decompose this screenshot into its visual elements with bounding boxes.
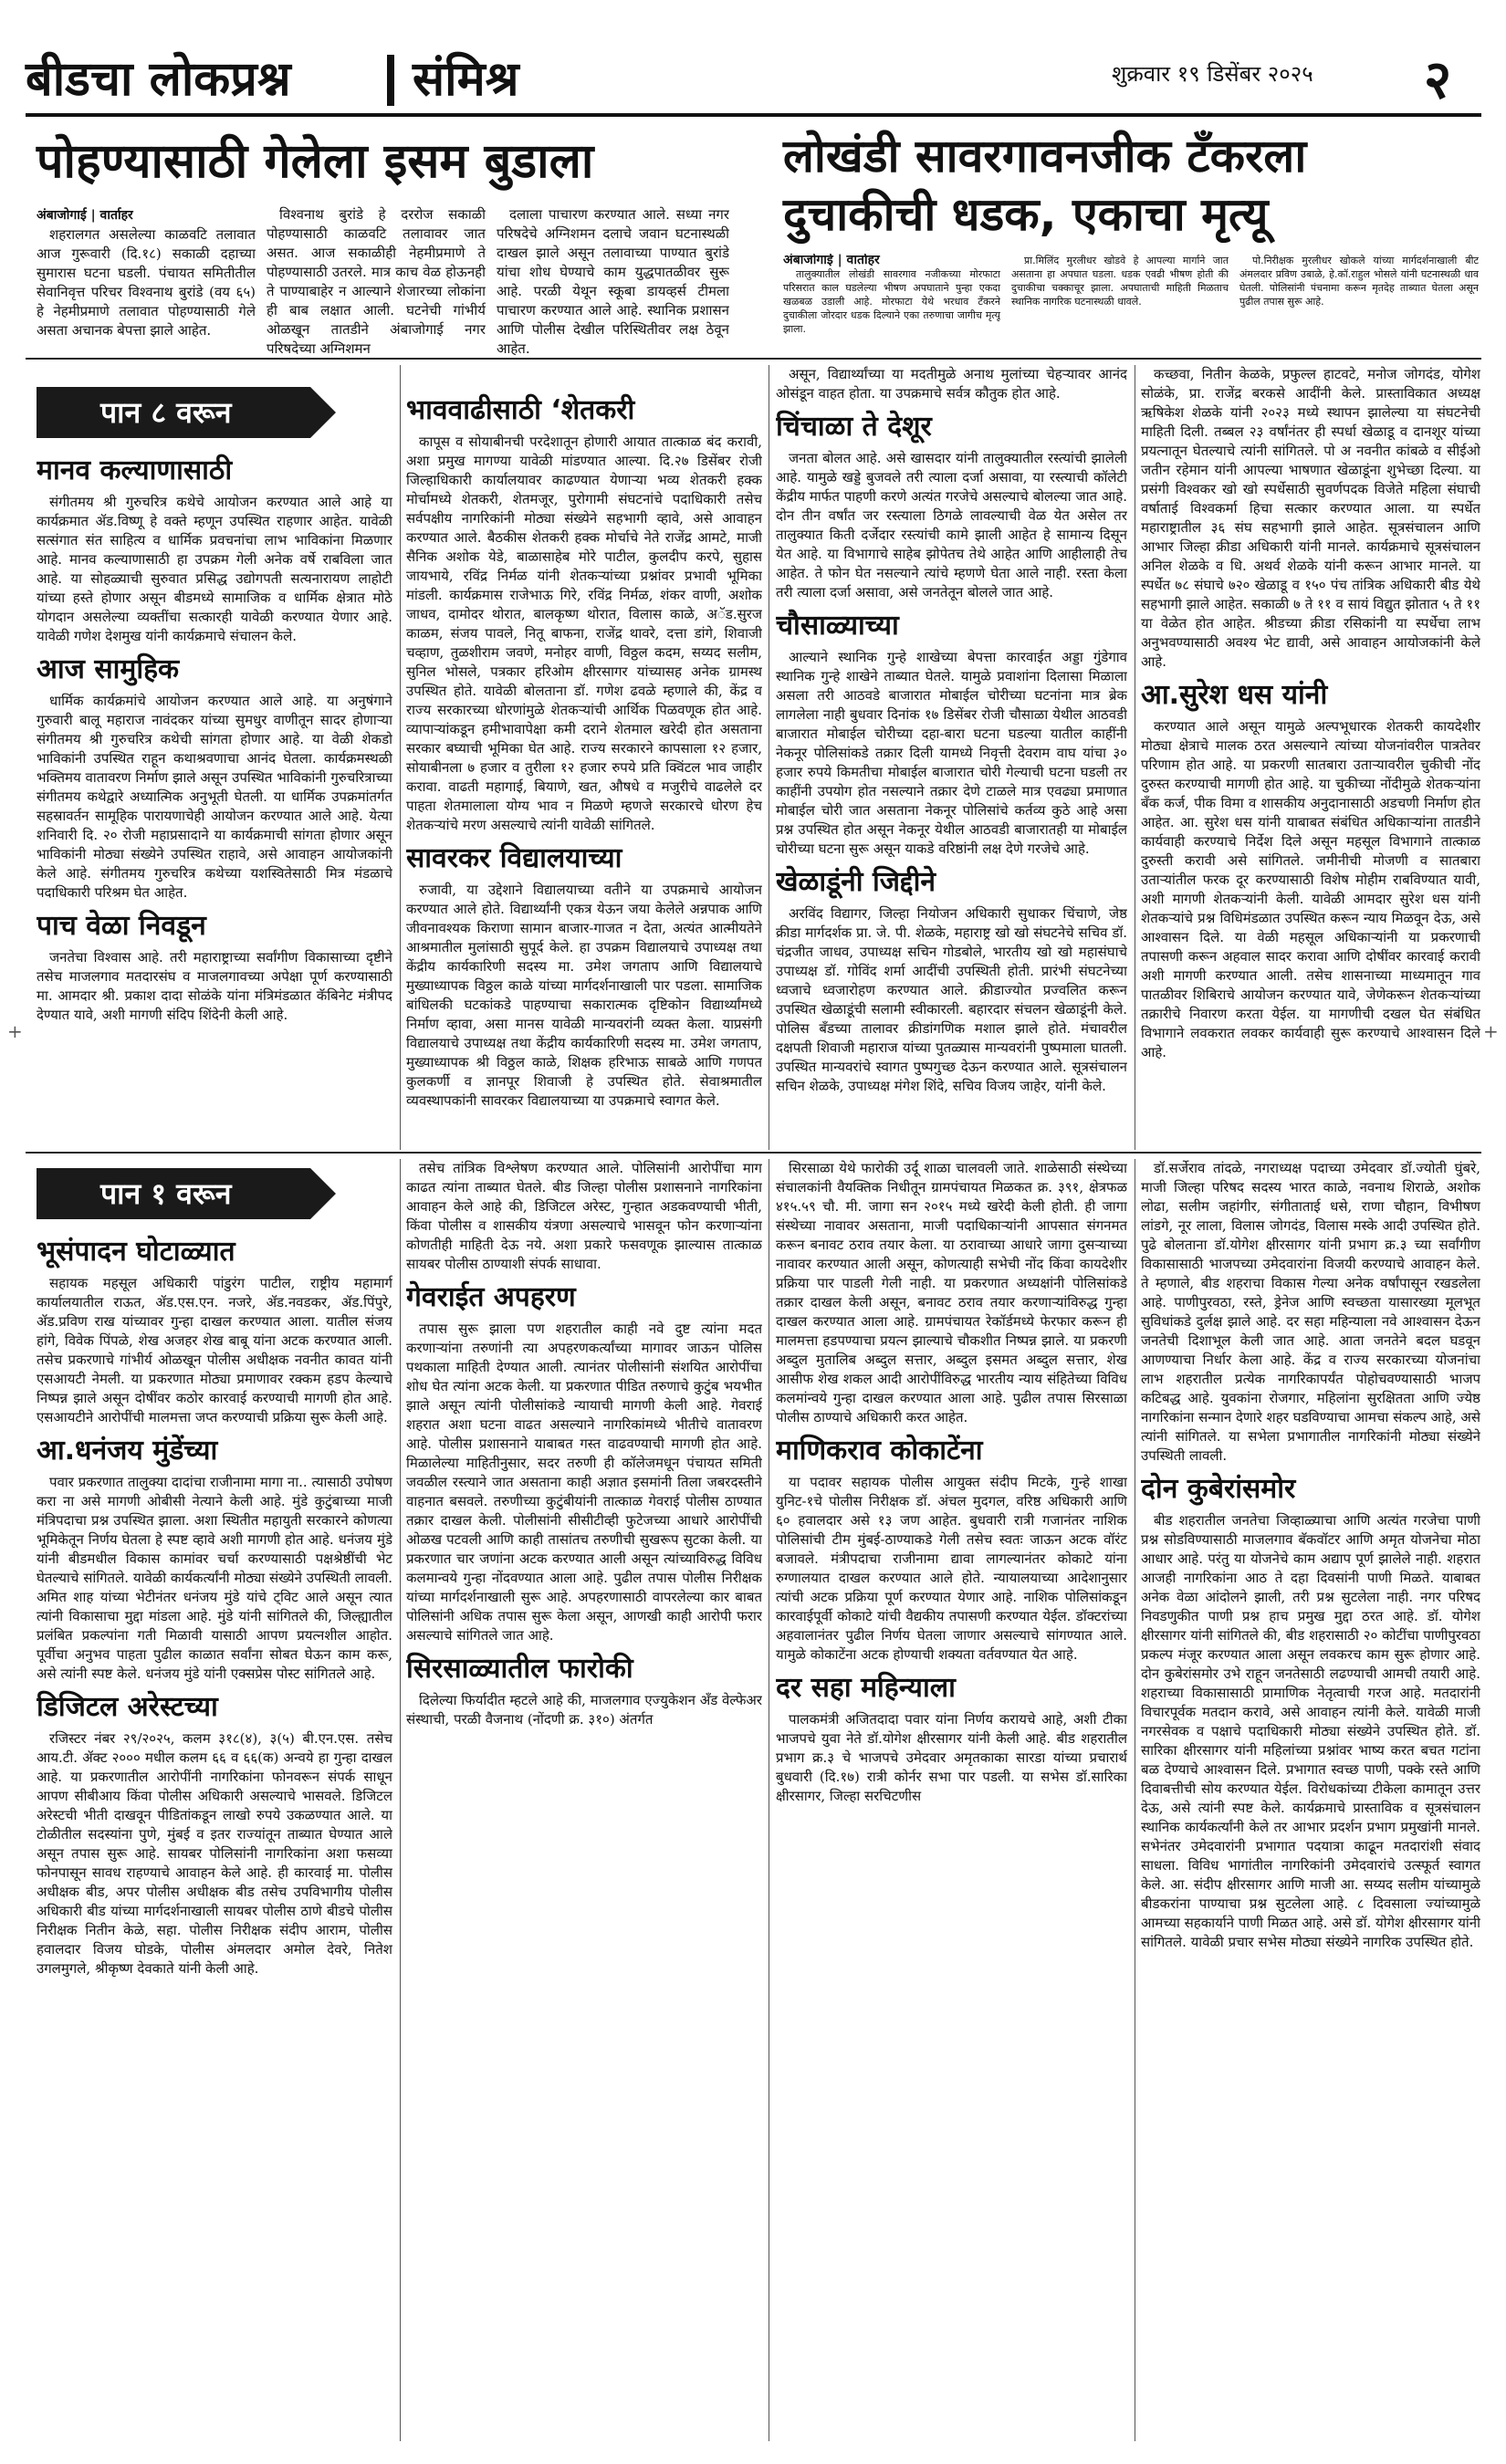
text-sirsala-top: दिलेल्या फिर्यादीत म्हटले आहे की, माजलगाव एज्युकेशन अँड वेल्फेअर संस्थाची, परळी वैजनाथ (नोंदणी क्र. ३१०) अंतर्गत — [406, 1692, 762, 1728]
col4-upper — [1141, 365, 1480, 1150]
page-number: २ — [1424, 48, 1452, 110]
col2-upper — [406, 365, 762, 1150]
masthead-title: बीडचा लोकप्रश्न — [26, 52, 291, 107]
masthead-rule — [26, 113, 1481, 117]
accident-col-2 — [1011, 254, 1229, 354]
text-aaj-samuhik: धार्मिक कार्यक्रमांचे आयोजन करण्यात आले आहे. या अनुषंगाने गुरुवारी बालू महाराज नावंदकर यांच्या सुमधुर वाणीतून सादर होणाऱ्या संगीतमय श्री गुरुचरित्र कथेची सांगता होणार आहे. या वेळी शेकडो भाविकांनी उपस्थित राहून कथाश्रवणाचा आनंद घेतला. कार्यक्रमस्थळी भक्तिमय वातावरण निर्माण झाले असून उपस्थित भाविकांनी गुरुचरित्राच्या संगीतमय कथेद्वारे अध्यात्मिक अनुभूती घेतली. या धार्मिक उपक्रमांतर्गत सहस्रावर्तन सामूहिक पारायणाचेही आयोजन करण्यात आले आहे. येत्या शनिवारी दि. २० रोजी महाप्रसादाने या कार्यक्रमाची सांगता होणार असून भाविकांनी मोठ्या संख्येने उपस्थित राहावे, असे आवाहन आयोजकांनी केले आहे. संगीतमय गुरुचरित्र कथेच्या यशस्वितेसाठी मित्र मंडळाचे पदाधिकारी परिश्रम घेत आहेत. — [37, 693, 392, 901]
banner-pan8: पान ८ वरून — [37, 387, 310, 438]
heading-aaj-samuhik: आज सामुहिक — [37, 653, 180, 685]
text-manav: संगीतमय श्री गुरुचरित्र कथेचे आयोजन करण्यात आले आहे या कार्यक्रमात ॲड.विष्णू हे वक्ते म्हणून उपस्थित राहणार आहेत. यावेळी सत्संगात संत साहित्य व धार्मिक प्रवचनांचा लाभ भाविकांना मिळणार आहे. मानव कल्याणासाठी हा उपक्रम गेली अनेक वर्षे राबविला जात आहे. या सोहळ्याची सुरुवात प्रसिद्ध उद्योगपती सत्यनारायण लाहोटी यांच्या हस्ते होणार असून बीडमध्ये सामाजिक व धार्मिक क्षेत्रात मोठे योगदान असलेल्या व्यक्तींचा सत्कारही यावेळी करण्यात येणार आहे. यावेळी गणेश देशमुख यांनी कार्यक्रमाचे संचालन केले. — [37, 494, 392, 644]
drowning-byline: अंबाजोगाई | वार्ताहर — [37, 208, 133, 223]
heading-manav: मानव कल्याणासाठी — [37, 454, 233, 486]
text-col4-top: कच्छवा, नितीन केळके, प्रफुल्ल हाटवटे, मनोज जोगदंड, योगेश सोळंके, प्रा. राजेंद्र बरकसे आदींनी केले. प्रास्ताविकात अध्यक्ष ऋषिकेश शेळके यांनी २०२३ मध्ये स्थापन झालेल्या या संघटनेची माहिती दिली. तब्बल २३ वर्षांनंतर ही स्पर्धा खेळाडू व दानशूर यांच्या प्रयत्नातून घेतल्याचे त्यांनी सांगितले. पो अ नवनीत कांबळे व सीईओ जतीन रहेमान यांनी आपल्या भाषणात खेळाडूंना शुभेच्छा दिल्या. या प्रसंगी विश्वकर खो खो स्पर्धेसाठी सुवर्णपदक विजेते महिला संघाची वर्षाताई विश्वकर्मा हिचा सत्कार करण्यात आला. या स्पर्धेत महाराष्ट्रातील ३६ संघ सहभागी झाले आहेत. सूत्रसंचालन आणि आभार जिल्हा क्रीडा अधिकारी यांनी मानले. कार्यक्रमाचे सूत्रसंचालन अनिल शेळके व धि. अथर्व शेळके यांनी करून आभार मानले. या स्पर्धेत ७८ संघाचे ७२० खेळाडू व १५० पंच तांत्रिक अधिकारी बीड येथे सहभागी झाले आहेत. सकाळी ७ ते ११ व सायं विद्युत झोतात ५ ते ११ या वेळेत होत आहेत. श्रीडच्या क्रीडा रसिकांनी या स्पर्धेचा लाभ अनुभवण्यासाठी अवश्य भेट द्यावी, असे आवाहन आयोजकांनी केले आहे. — [1141, 366, 1480, 670]
masthead-section: संमिश्र — [413, 52, 519, 107]
accident-byline: अंबाजोगाई | वार्ताहर — [783, 254, 880, 267]
text-dar-saha: पालकमंत्री अजितदादा पवार यांना निर्णय करायचे आहे, अशी टीका भाजपचे युवा नेते डॉ.योगेश क्षीरसागर यांनी केली आहे. बीड शहरातील प्रभाग क्र.३ चे भाजपचे उमेदवार अमृतकाका सारडा यांच्या प्रचारार्थ बुधवारी (दि.१७) रात्री कोर्नर सभा पार पडली. या सभेस डॉ.सारिका क्षीरसागर, जिल्हा सरचिटणीस — [776, 1711, 1127, 1804]
section-rule — [26, 1152, 1481, 1154]
drowning-col-1 — [37, 205, 256, 406]
heading-sirsala: सिरसाळ्यातील फारोकी — [406, 1653, 633, 1685]
heading-suresh-dhas: आ.सुरेश धस यांनी — [1141, 679, 1328, 711]
col-rule — [400, 365, 401, 1150]
col3-upper — [776, 365, 1127, 1150]
masthead-divider — [387, 55, 394, 106]
text-bhavvadh: कापूस व सोयाबीनची परदेशातून होणारी आयात तात्काळ बंद करावी, अशा प्रमुख मागण्या यावेळी मांडण्यात आल्या. दि.२७ डिसेंबर रोजी जिल्हाधिकारी कार्यालयावर काढण्यात येणाऱ्या भव्य शेतकरी हक्क मोर्चामध्ये शेतकरी, शेतमजूर, पुरोगामी संघटनांचे पदाधिकारी तसेच सर्वपक्षीय नागरिकांनी मोठ्या संख्येने सहभागी व्हावे, असे आवाहन करण्यात आले. बैठकीस शेतकरी हक्क मोर्चाचे नेते राजेंद्र आमटे, माजी सैनिक अशोक येडे, बाळासाहेब मोरे पाटील, कुलदीप करपे, सुहास जायभाये, रविंद्र निर्मळ यांनी शेतकऱ्यांच्या प्रश्नांवर प्रभावी भूमिका मांडली. कार्यक्रमास राजेभाऊ गिरे, रविंद्र निर्मळ, शंकर वाणी, अशोक जाधव, दामोदर थोरात, बालकृष्ण थोरात, विलास काळे, अॅड.सुरज काळम, संजय पावले, नितू बाफना, राजेंद्र थावरे, दत्ता डांगे, शिवाजी चव्हाण, तुळशीराम जवणे, मनोहर वाणी, विठ्ठल कदम, सय्यद सलीम, सुनिल भोसले, पत्रकार हरिओम क्षीरसागर यांच्यासह अनेक ग्रामस्थ उपस्थित होते. यावेळी बोलताना डॉ. गणेश ढवळे म्हणाले की, केंद्र व राज्य सरकारच्या धोरणांमुळे शेतकऱ्यांची आर्थिक पिळवणूक होत आहे. व्यापाऱ्यांकडून हमीभावापेक्षा कमी दराने शेतमाल खरेदी होत असताना सरकार बघ्याची भूमिका घेत आहे. राज्य सरकारने कापसाला १२ हजार, सोयाबीनला ७ हजार व तुरीला १२ हजार रुपये प्रति क्विंटल भाव जाहीर करावा. वाढती महागाई, बियाणे, खत, औषधे व मजुरीचे वाढलेले दर पाहता शेतमालाला योग्य भाव न मिळणे म्हणजे सरकारचे धोरण हेच शेतकऱ्यांचे मरण असल्याचे त्यांनी यावेळी सांगितले. — [406, 433, 762, 833]
text-chousala: आल्याने स्थानिक गुन्हे शाखेच्या बेपत्ता कारवाईत अड्डा गुंडेगाव स्थानिक गुन्हे शाखेने ताब्यात घेतले. यामुळे प्रवाशांना दिलासा मिळाला असला तरी आठवडे बाजारात मोबाईल चोरीच्या घटनांना मात्र ब्रेक लागलेला नाही बुधवार दिनांक १७ डिसेंबर रोजी चौसाळा येथील आठवडी बाजारात मोबाईल चोरीच्या दहा-बारा घटना घडल्या यातील काहींनी नेकनूर पोलिसांकडे तक्रार दिली यामध्ये निवृत्ती देवराम वाघ यांचा ३० हजार रुपये किमतीचा मोबाईल बाजारात चोरी गेल्याची घटना घडली तर काहींनी उपयोग होत नसल्याने तक्रार देणे टाळले मात्र एवढ्या प्रमाणात मोबाईल चोरी जात असताना नेकनूर पोलिसांचे कर्तव्य कुठे आहे असा प्रश्न उपस्थित होत असून नेकनूर येथील आठवडी बाजारातही या मोबाईल चोरीच्या घटना सुरू असून याकडे वरिष्ठांनी लक्ष देणे गरजेचे आहे. — [776, 649, 1127, 857]
heading-kheladu: खेळाडूंनी जिद्दीने — [776, 866, 936, 898]
col3-lower — [776, 1159, 1127, 2441]
masthead-date: शुक्रवार १९ डिसेंबर २०२५ — [1112, 61, 1313, 87]
text-digital-arrest: रजिस्टर नंबर २९/२०२५, कलम ३१८(४), ३(५) बी.एन.एस. तसेच आय.टी. ॲक्ट २००० मधील कलम ६६ व ६६(क) अन्वये हा गुन्हा दाखल आहे. या प्रकरणातील आरोपींनी नागरिकांना फोनवरून संपर्क साधून आपण सीबीआय किंवा पोलीस अधिकारी असल्याचे भासवले. डिजिटल अरेस्टची भीती दाखवून पीडितांकडून लाखो रुपये उकळण्यात आले. या टोळीतील सदस्यांना पुणे, मुंबई व इतर राज्यांतून ताब्यात घेण्यात आले असून तपास सुरू आहे. सायबर पोलिसांनी नागरिकांना अशा फसव्या फोनपासून सावध राहण्याचे आवाहन केले आहे. ही कारवाई मा. पोलीस अधीक्षक बीड, अपर पोलीस अधीक्षक बीड तसेच उपविभागीय पोलीस अधिकारी बीड यांच्या मार्गदर्शनाखाली सायबर पोलीस ठाणे बीडचे पोलीस निरीक्षक नितीन केळे, सहा. पोलीस निरीक्षक संदीप आराम, पोलीस हवालदार विजय घोडके, पोलीस अंमलदार अमोल देवरे, नितेश उगलमुगले, श्रीकृष्ण देवकाते यांनी केली आहे. — [37, 1730, 392, 1977]
masthead — [26, 47, 1481, 111]
text-gevrai: तपास सुरू झाला पण शहरातील काही नवे दुष्ट त्यांना मदत करणाऱ्यांना तरुणांनी त्या अपहरणकर्त्यांच्या मागावर जाऊन पोलिस पथकाला माहिती देण्यात आली. त्यानंतर पोलीसांनी संशयित आरोपींचा शोध घेत त्यांना अटक केली. या प्रकरणात पीडित तरुणाचे कुटुंब भयभीत झाले असून त्यांनी पोलीसांकडे न्यायाची मागणी केली आहे. गेवराई शहरात अशा घटना वाढत असल्याने नागरिकांमध्ये भीतीचे वातावरण आहे. पोलीस प्रशासनाने याबाबत गस्त वाढवण्याची मागणी होत आहे. मिळालेल्या माहितीनुसार, सदर तरुणी ही कॉलेजमधून पंचायत समिती जवळील रस्त्याने जात असताना काही अज्ञात इसमांनी तिला जबरदस्तीने वाहनात बसवले. तरुणीच्या कुटुंबीयांनी तात्काळ गेवराई पोलीस ठाण्यात तक्रार दाखल केली. पोलीसांनी सीसीटीव्ही फुटेजच्या आधारे आरोपींची ओळख पटवली आणि काही तासांतच तरुणीची सुखरूप सुटका केली. या प्रकरणात चार जणांना अटक करण्यात आली असून त्यांच्याविरुद्ध विविध कलमान्वये गुन्हा नोंदवण्यात आला आहे. पुढील तपास पोलीस निरीक्षक यांच्या मार्गदर्शनाखाली सुरू आहे. अपहरणासाठी वापरलेल्या कार बाबत पोलिसांनी अधिक तपास सुरू केला असून, आणखी काही आरोपी फरार असल्याचे सांगितले जात आहे. — [406, 1321, 762, 1644]
text-suresh-dhas: करण्यात आले असून यामुळे अल्पभूधारक शेतकरी कायदेशीर मोठ्या क्षेत्राचे मालक ठरत असल्याने त्यांच्या योजनांवरील पात्रतेवर परिणाम होत आहे. या प्रकरणी सातबारा उताऱ्यावरील चुकीची नोंद दुरुस्त करण्याची मागणी होत आहे. या चुकीच्या नोंदीमुळे शेतकऱ्यांना बँक कर्ज, पीक विमा व शासकीय अनुदानासाठी अडचणी निर्माण होत आहेत. आ. सुरेश धस यांनी याबाबत संबंधित अधिकाऱ्यांना तातडीने कार्यवाही करण्याचे निर्देश दिले असून महसूल विभागाने तात्काळ दुरुस्ती करावी असे सांगितले. जमीनीची मोजणी व सातबारा उताऱ्यांतील फरक दूर करण्यासाठी विशेष मोहीम राबविण्यात यावी, अशी मागणी शेतकऱ्यांनी केली. यावेळी आमदार सुरेश धस यांनी शेतकऱ्यांचे प्रश्न विधिमंडळात उपस्थित करून न्याय मिळवून देऊ, असे आश्वासन दिले. या वेळी महसूल अधिकाऱ्यांनी या प्रकरणाची तपासणी करून अहवाल सादर करावा आणि दोषींवर कारवाई करावी अशी मागणी करण्यात आली. तसेच शासनाच्या माध्यमातून गाव पातळीवर शिबिराचे आयोजन करण्यात यावे, जेणेकरून शेतकऱ्यांच्या तक्रारीचे निवारण करता येईल. या मागणीची दखल घेत संबंधित विभागाने लवकरात लवकर कार्यवाही सुरू करण्याचे आश्वासन दिले आहे. — [1141, 718, 1480, 1060]
registration-mark: + — [1483, 1020, 1499, 1042]
drowning-text-2: विश्वनाथ बुरांडे हे दररोज सकाळी पोहण्यासाठी काळवटि तलावावर जात असत. आज सकाळीही नेहमीप्रमाणे ते पोहण्यासाठी उतरले. मात्र काच वेळ होऊनही ते पाण्याबाहेर न आल्याने शेजारच्या लोकांना ही बाब लक्षात आली. घटनेची गांभीर्य ओळखून तातडीने अंबाजोगाई नगर परिषदेच्या अग्निशमन — [267, 206, 486, 357]
text-kheladu: अरविंद विद्यागर, जिल्हा नियोजन अधिकारी सुधाकर चिंचाणे, जेष्ठ क्रीडा मार्गदर्शक प्रा. जे. पी. शेळके, महाराष्ट्र खो खो संघटनेचे सचिव डॉ. चंद्रजीत जाधव, उपाध्यक्ष सचिन गोडबोले, भारतीय खो खो महासंघाचे उपाध्यक्ष डॉ. गोविंद शर्मा आदींची उपस्थिती होती. प्रारंभी संघटनेच्या ध्वजाचे ध्वजारोहण करण्यात आले. क्रीडाज्योत प्रज्वलित करून उपस्थित खेळाडूंची सलामी स्वीकारली. बहारदार संचलन खेळाडूंनी केले. पोलिस बँडच्या तालावर क्रीडांगणिक मशाल झाले होते. मंचावरील दक्षपती शिवाजी महाराज यांच्या पुतळ्यास मान्यवरांनी पुष्पमाला घातली. उपस्थित मान्यवरांचे स्वागत पुष्पगुच्छ देऊन करण्यात आले. सूत्रसंचालन सचिन शेळके, उपाध्यक्ष मंगेश शिंदे, सचिव विजय जाहेर, यांनी केले. — [776, 905, 1127, 1094]
heading-manikrao: माणिकराव कोकाटेंना — [776, 1435, 983, 1467]
accident-text-2: प्रा.मिलिंद मुरलीधर खोडवे हे आपल्या मार्गाने जात असताना हा अपघात घडला. धडक एवढी भीषण होती की दुचाकीचा चक्काचूर झाला. अपघाताची माहिती मिळताच स्थानिक नागरिक घटनास्थळी धावले. — [1011, 255, 1229, 308]
accident-text-1: तालुक्यातील लोखंडी सावरगाव नजीकच्या मोरफाटा परिसरात काल घडलेल्या भीषण अपघाताने पुन्हा एकदा खळबळ उडाली आहे. मोरफाटा येथे भरधाव टँकरने दुचाकीला जोरदार धडक दिल्याने एका तरुणाचा जागीच मृत्यू झाला. — [783, 268, 1000, 335]
headline-drowning: पोहण्यासाठी गेलेला इसम बुडाला — [37, 134, 594, 189]
heading-dar-saha: दर सहा महिन्याला — [776, 1672, 956, 1704]
text-savarkar: रुजावी, या उद्देशाने विद्यालयाच्या वतीने या उपक्रमाचे आयोजन करण्यात आले होते. विद्यार्थ्यांनी एकत्र येऊन जया केलेले अन्नपाक आणि जीवनावश्यक किराणा सामान बाजार-गाजत न देता, अत्यंत आत्मीयतेने आश्रमातील मुलांसाठी सुपूर्द केले. हा उपक्रम विद्यालयाचे उपाध्यक्ष तथा केंद्रीय कार्यकारिणी सदस्य मा. उमेश जगताप आणि विद्यालयाचे मुख्याध्यापक विठ्ठल काळे यांच्या मार्गदर्शनाखाली पार पडला. सामाजिक बांधिलकी घटकांकडे पाहण्याचा सकारात्मक दृष्टिकोन विद्यार्थ्यांमध्ये निर्माण व्हावा, असा मानस यावेळी मान्यवरांनी व्यक्त केला. याप्रसंगी विद्यालयाचे उपाध्यक्ष तथा केंद्रीय कार्यकारिणी सदस्य मा. उमेश जगताप, मुख्याध्यापक श्री विठ्ठल काळे, शिक्षक हरिभाऊ साबळे आणि गणपत कुलकर्णी व ज्ञानपूर शिवाजी हे उपस्थित होते. सेवाश्रमातील व्यवस्थापकांनी सावरकर विद्यालयाच्या या उपक्रमाचे स्वागत केले. — [406, 882, 762, 1109]
col-rule — [400, 1159, 401, 2441]
heading-savarkar: सावरकर विद्यालयाच्या — [406, 842, 622, 874]
heading-bhusampadan: भूसंपादन घोटाळ्यात — [37, 1236, 235, 1268]
heading-chousala: चौसाळ्याच्या — [776, 610, 899, 642]
top-stories-rule — [26, 358, 1481, 360]
text-dhananjay: पवार प्रकरणात तालुक्या दादांचा राजीनामा मागा ना.. त्यासाठी उपोषण करा ना असे मागणी ओबीसी नेत्याने केली आहे. मुंडे कुटुंबाच्या माजी मंत्रिपदाचा प्रश्न उपस्थित झाला. अशा स्थितीत महायुती सरकारने कोणत्या भूमिकेतून निर्णय घेतला हे स्पष्ट व्हावे अशी मागणी होत आहे. धनंजय मुंडे यांनी बीडमधील विकास कामांवर चर्चा करण्यासाठी पक्षश्रेष्ठींची भेट घेतल्याचे सांगितले. यावेळी कार्यकर्त्यांनी मोठ्या संख्येने उपस्थिती लावली. अमित शाह यांच्या भेटीनंतर धनंजय मुंडे यांचे ट्विट आले असून त्यात त्यांनी विकासाचा मुद्दा मांडला आहे. मुंडे यांनी सांगितले की, जिल्ह्यातील प्रलंबित प्रकल्पांना गती मिळावी यासाठी आपण प्रयत्नशील आहोत. पूर्वीचा अनुभव पाहता पुढील काळात सर्वांना सोबत घेऊन काम करू, असे त्यांनी स्पष्ट केले. धनंजय मुंडे यांनी एक्सप्रेस पोस्ट सांगितले आहे. — [37, 1474, 392, 1682]
heading-pach-vela: पाच वेळा निवडून — [37, 910, 206, 942]
drowning-text-3: दलाला पाचारण करण्यात आले. सध्या नगर परिषदेचे अग्निशमन दलाचे जवान घटनास्थळी दाखल झाले असून तलावाच्या पाण्यात बुरांडे यांचा शोध घेण्याचे काम युद्धपातळीवर सुरू आहे. परळी येथून स्कूबा डायव्हर्स टीमला पाचारण करण्यात आले आहे. स्थानिक प्रशासन आणि पोलीस देखील परिस्थितीवर लक्ष ठेवून आहेत. — [497, 206, 729, 357]
accident-col-1 — [783, 254, 1000, 354]
text-col4-bottom: डॉ.सर्जेराव तांदळे, नगराध्यक्ष पदाच्या उमेदवार डॉ.ज्योती घुंबरे, माजी जिल्हा परिषद सदस्य भारत काळे, नवनाथ शिराळे, अशोक लोढा, सलीम जहांगीर, संगीताताई धसे, राणा चौहान, विभीषण लांडगे, नूर लाला, विलास जोगदंड, विलास मस्के आदी उपस्थित होते. पुढे बोलताना डॉ.योगेश क्षीरसागर यांनी प्रभाग क्र.३ च्या सर्वांगीण विकासासाठी भाजपच्या उमेदवारांना विजयी करण्याचे आवाहन केले. ते म्हणाले, बीड शहराचा विकास गेल्या अनेक वर्षांपासून रखडलेला आहे. पाणीपुरवठा, रस्ते, ड्रेनेज आणि स्वच्छता यासारख्या मूलभूत सुविधांकडे दुर्लक्ष झाले आहे. दर सहा महिन्याला नवे आश्वासन देऊन जनतेची दिशाभूल केली जात आहे. आता जनतेने बदल घडवून आणण्याचा निर्धार केला आहे. केंद्र व राज्य सरकारच्या योजनांचा लाभ शहरातील प्रत्येक नागरिकापर्यंत पोहोचवण्यासाठी भाजप कटिबद्ध आहे. युवकांना रोजगार, महिलांना सुरक्षितता आणि ज्येष्ठ नागरिकांना सन्मान देणारे शहर घडविण्याचा आमचा संकल्प आहे, असे त्यांनी सांगितले. या सभेला प्रभागातील नागरिकांनी मोठ्या संख्येने उपस्थिती लावली. — [1141, 1160, 1480, 1464]
text-bhusampadan: सहायक महसूल अधिकारी पांडुरंग पाटील, राष्ट्रीय महामार्ग कार्यालयातील राऊत, ॲड.एस.एन. नजरे, ॲड.नवडकर, ॲड.पिंपुरे, ॲड.प्रविण राख यांच्यावर गुन्हा दाखल करण्यात आला. यातील संजय हांगे, विवेक पिंपळे, शेख अजहर शेख बाबू यांना अटक करण्यात आली. तसेच प्रकरणाचे गांभीर्य ओळखून पोलीस अधीक्षक नवनीत कावत यांनी एसआयटी नेमली. या प्रकरणात मोठ्या प्रमाणावर रक्कम हडप केल्याचे निष्पन्न झाले असून दोषींवर कठोर कारवाई करण्याची मागणी होत आहे. एसआयटीने आरोपींची मालमत्ता जप्त करण्याची प्रक्रिया सुरू केली आहे. — [37, 1275, 392, 1425]
col1-upper — [37, 447, 392, 1150]
headline-accident-line2: दुचाकीची धडक, एकाचा मृत्यू — [783, 188, 1269, 241]
text-chichala: जनता बोलत आहे. असे खासदार यांनी तालुक्यातील रस्त्यांची झालेली आहे. यामुळे खड्डे बुजवले तरी त्याला दर्जा असावा, या रस्त्याची कॉलेटी केंद्रीय मार्फत पाहणी करणे अत्यंत गरजेचे असल्याचे बोलल्या जात आहे. दोन तीन वर्षांत जर रस्त्याला ठिगळे लावल्याची वेळ येत असेल तर तालुक्यात किती दर्जेदार रस्त्यांची कामे झाली आहेत हे सामान्य दिसून येत आहे. या विभागाचे साहेब झोपेतच तेथे आहेत आणि आहीलाही तेच आहेत. ते फोन घेत नसल्याने त्यांचे म्हणणे घेता आले नाही. रस्ता केला तरी त्याला दर्जा असावा, असे जनतेतून बोलले जात आहे. — [776, 450, 1127, 600]
accident-col-3 — [1239, 254, 1479, 354]
accident-text-3: पो.निरीक्षक मुरलीधर खोकले यांच्या मार्गदर्शनाखाली बीट अंमलदार प्रविण उबाळे, हे.कॉ.राहुल भोसले यांनी घटनास्थळी धाव घेतली. पोलिसांनी पंचनामा करून मृतदेह ताब्यात घेतला असून पुढील तपास सुरू आहे. — [1239, 255, 1479, 308]
heading-dhananjay: आ.धनंजय मुंडेंच्या — [37, 1435, 218, 1467]
heading-chichala: चिंचाळा ते देशूर — [776, 411, 932, 443]
text-manikrao: या पदावर सहायक पोलीस आयुक्त संदीप मिटके, गुन्हे शाखा युनिट-१चे पोलीस निरीक्षक डॉ. अंचल मुदगल, वरिष्ठ अधिकारी आणि ६० हवालदार असे १३ जण आहेत. बुधवारी रात्री गजानंतर नाशिक पोलिसांची टीम मुंबई-ठाण्याकडे गेली तसेच स्वतः जाऊन अटक वॉरंट बजावले. मंत्रीपदाचा राजीनामा द्यावा लागल्यानंतर कोकाटे यांना रुग्णालयात दाखल करण्यात आले होते. न्यायालयाच्या आदेशानुसार त्यांची अटक प्रक्रिया पूर्ण करण्यात येणार आहे. नाशिक पोलिसांकडून कारवाईपूर्वी कोकाटे यांची वैद्यकीय तपासणी करण्यात येईल. डॉक्टरांच्या अहवालानंतर पुढील निर्णय घेतला जाणार असल्याचे सांगण्यात आले. यामुळे कोकाटेंना अटक होण्याची शक्यता वर्तवण्यात येत आहे. — [776, 1474, 1127, 1663]
heading-don-kuber: दोन कुबेरांसमोर — [1141, 1473, 1296, 1505]
text-col2-top: तसेच तांत्रिक विश्लेषण करण्यात आले. पोलिसांनी आरोपींचा माग काढत त्यांना ताब्यात घेतले. बीड जिल्हा पोलीस प्रशासनाने नागरिकांना आवाहन केले आहे की, डिजिटल अरेस्ट, गुन्हात अडकवण्याची भीती, किंवा पोलीस व शासकीय यंत्रणा असल्याचे भासवून फोन करणाऱ्यांना कोणतीही माहिती देऊ नये. अशा प्रकारे फसवणूक झाल्यास तात्काळ सायबर पोलीस ठाण्याशी संपर्क साधावा. — [406, 1160, 762, 1272]
col1-lower — [37, 1228, 392, 2442]
drowning-text-1: शहरालगत असलेल्या काळवटि तलावात आज गुरूवारी (दि.१८) सकाळी दहाच्या सुमारास घटना घडली. पंचायत समितीतील सेवानिवृत्त परिचर विश्वनाथ बुरांडे (वय ६५) हे नेहमीप्रमाणे तलावात पोहण्यासाठी गेले असता अचानक बेपत्ता झाले आहेत. — [37, 226, 256, 339]
heading-digital-arrest: डिजिटल अरेस्टच्या — [37, 1691, 218, 1723]
text-chichala-pre: असून, विद्यार्थ्यांच्या या मदतीमुळे अनाथ मुलांच्या चेहऱ्यावर आनंद ओसंडून वाहत होता. या उपक्रमाचे सर्वत्र कौतुक होत आहे. — [776, 366, 1127, 402]
text-don-kuber: बीड शहरातील जनतेचा जिव्हाळ्याचा आणि अत्यंत गरजेचा पाणी प्रश्न सोडविण्यासाठी माजलगाव बॅकवॉटर आणि अमृत योजनेचा मोठा आधार आहे. परंतु या योजनेचे काम अद्याप पूर्ण झालेले नाही. शहरात आजही नागरिकांना आठ ते दहा दिवसांनी पाणी मिळते. याबाबत अनेक वेळा आंदोलने झाली, तरी प्रश्न सुटलेला नाही. नगर परिषद निवडणुकीत पाणी प्रश्न हाच प्रमुख मुद्दा ठरत आहे. डॉ. योगेश क्षीरसागर यांनी सांगितले की, बीड शहरासाठी २० कोटींचा पाणीपुरवठा प्रकल्प मंजूर करण्यात आला असून लवकरच काम सुरू होणार आहे. दोन कुबेरांसमोर उभे राहून जनतेसाठी लढण्याची आमची तयारी आहे. शहराच्या विकासासाठी प्रामाणिक नेतृत्वाची गरज आहे. मतदारांनी विचारपूर्वक मतदान करावे, असे आवाहन त्यांनी केले. यावेळी माजी नगरसेवक व पक्षाचे पदाधिकारी मोठ्या संख्येने उपस्थित होते. डॉ. सारिका क्षीरसागर यांनी महिलांच्या प्रश्नांवर भाष्य करत बचत गटांना बळ देण्याचे आश्वासन दिले. प्रभागात स्वच्छ पाणी, पक्के रस्ते आणि दिवाबत्तीची सोय करण्यात येईल. विरोधकांच्या टीकेला कामातून उत्तर देऊ, असे त्यांनी स्पष्ट केले. कार्यक्रमाचे प्रास्ताविक व सूत्रसंचालन स्थानिक कार्यकर्त्यांनी केले तर आभार प्रदर्शन प्रभाग प्रमुखांनी मानले. सभेनंतर उमेदवारांनी प्रभागात पदयात्रा काढून मतदारांशी संवाद साधला. विविध भागांतील नागरिकांनी उमेदवारांचे उत्स्फूर्त स्वागत केले. आ. संदीप क्षीरसागर आणि माजी आ. सय्यद सलीम यांच्यामुळे बीडकरांना पाण्याचा प्रश्न सुटलेला आहे. ८ दिवसाला ज्यांच्यामुळे आमच्या सहकार्याने पाणी मिळत आहे. असे डॉ. योगेश क्षीरसागर यांनी सांगितले. यावेळी प्रचार सभेस मोठ्या संख्येने नागरिक उपस्थित होते. — [1141, 1512, 1480, 1950]
heading-bhavvadh: भाववाढीसाठी ‘शेतकरी — [406, 394, 635, 426]
text-pach-vela: जनतेचा विश्वास आहे. तरी महाराष्ट्राच्या सर्वांगीण विकासाच्या दृष्टीने तसेच माजलगाव मतदारसंघ व माजलगावच्या अपेक्षा पूर्ण करण्यासाठी मा. आमदार श्री. प्रकाश दादा सोळंके यांना मंत्रिमंडळात कॅबिनेट मंत्रीपद देण्यात यावे, अशी मागणी संदिप शिंदेनी केली आहे. — [37, 949, 392, 1023]
banner-pan1: पान १ वरून — [37, 1168, 310, 1219]
heading-gevrai: गेवराईत अपहरण — [406, 1281, 576, 1313]
col2-lower — [406, 1159, 762, 2441]
col4-lower — [1141, 1159, 1480, 2441]
headline-accident-line1: लोखंडी सावरगावनजीक टँकरला — [783, 130, 1307, 183]
text-col3-mid: सिरसाळा येथे फारोकी उर्दू शाळा चालवली जाते. शाळेसाठी संस्थेच्या संचालकांनी वैयक्तिक निधीतून ग्रामपंचायत मिळकत क्र. ३९१, क्षेत्रफळ ४१५.५९ चौ. मी. जागा सन २०१५ मध्ये खरेदी केली होती. ही जागा संस्थेच्या नावावर असताना, माजी पदाधिकाऱ्यांनी आपसात संगनमत करून बनावट ठराव तयार केला. या ठरावाच्या आधारे जागा दुसऱ्याच्या नावावर करण्यात आली असून, कोणत्याही सभेची नोंद किंवा कायदेशीर प्रक्रिया पार पाडली गेली नाही. या प्रकरणात अध्यक्षांनी पोलिसांकडे तक्रार दाखल केली असून, बनावट ठराव तयार करणाऱ्यांविरुद्ध गुन्हा दाखल करण्यात आला आहे. ग्रामपंचायत रेकॉर्डमध्ये फेरफार करून ही मालमत्ता हडपण्याचा प्रयत्न झाल्याचे चौकशीत निष्पन्न झाले. या प्रकरणी अब्दुल मुतालिब अब्दुल सत्तार, अब्दुल इसमत अब्दुल सत्तार, शेख आसीफ शेख शकल आदी आरोपींविरुद्ध भारतीय न्याय संहितेच्या विविध कलमांन्वये गुन्हा दाखल करण्यात आला आहे. पुढील तपास सिरसाळा पोलीस ठाण्याचे अधिकारी करत आहेत. — [776, 1160, 1127, 1425]
registration-mark: + — [7, 1020, 23, 1042]
